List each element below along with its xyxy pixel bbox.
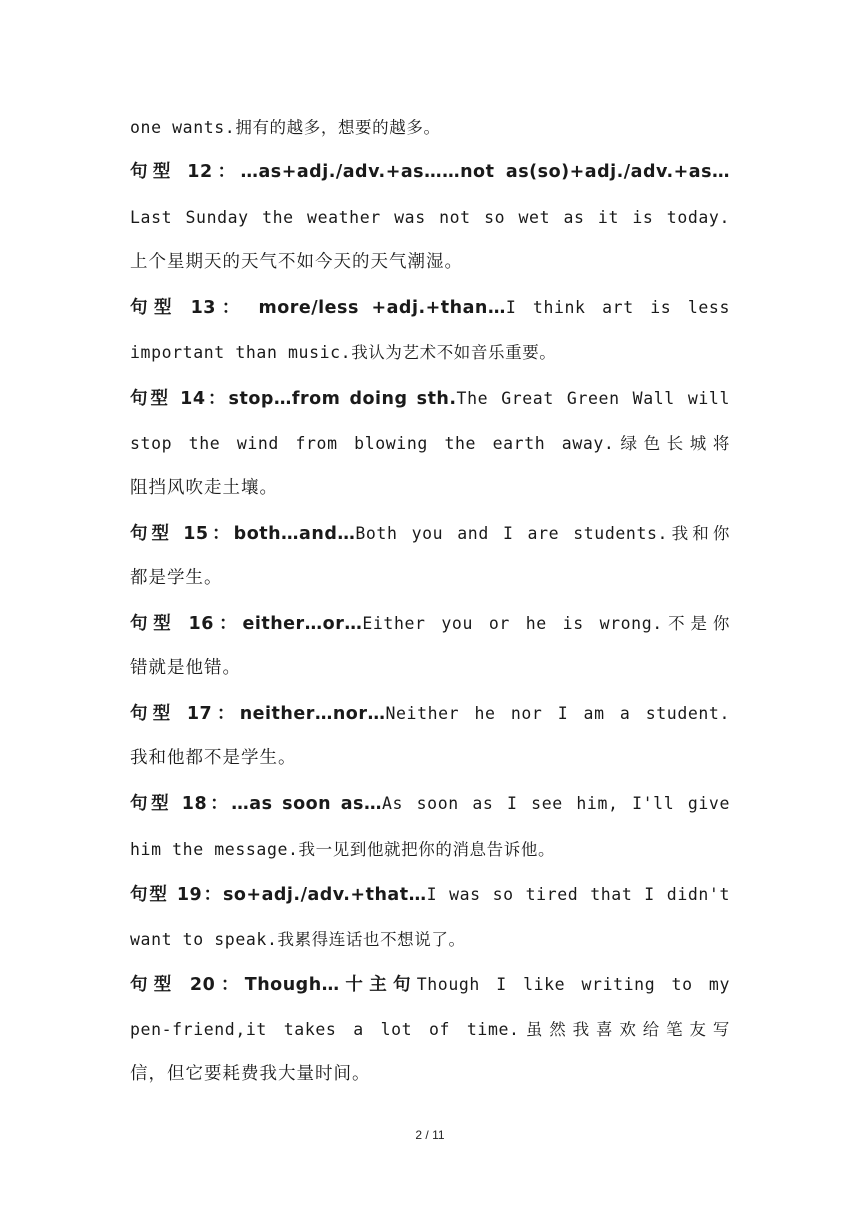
pattern-label: 句型 16：either…or… [130,614,363,635]
text-line [130,105,730,150]
sentence-text: important than music.我认为艺术不如音乐重要。 [130,343,557,363]
page-number: 2 / 11 [415,1128,445,1142]
pattern-heading [130,601,730,646]
sentence-text: 信，但它要耗费我大量时间。 [130,1063,371,1084]
pattern-heading [130,781,730,826]
pattern-label: 句型 19：so+adj./adv.+that… [130,884,427,905]
pattern-label: 句型 12：…as+adj./adv.+as……not as(so)+adj./adv.+as… [130,162,730,183]
pattern-heading [130,691,730,736]
sentence-text: I was so tired that I didn't [426,884,730,904]
text-line [130,466,730,511]
pattern-label: 句型 20：Though…十主句 [130,974,417,995]
sentence-text: want to speak.我累得连话也不想说了。 [130,929,466,949]
sentence-text: Though I like writing to my [416,974,730,994]
text-line [130,1007,730,1052]
sentence-text: stop the wind from blowing the earth away.绿色长城将 [130,433,730,453]
sentence-text: 都是学生。 [130,567,223,588]
text-line [130,827,730,872]
pattern-heading [130,376,730,421]
sentence-text: 阻挡风吹走土壤。 [130,477,278,498]
sentence-text: Both you and I are students.我和你 [355,523,730,543]
sentence-text: As soon as I see him, I'll give [381,794,730,814]
pattern-heading [130,872,730,917]
text-line [130,195,730,240]
pattern-heading [130,511,730,556]
pattern-label: 句型 18：…as soon as… [130,794,382,815]
document-body [130,105,730,1097]
sentence-text: The Great Green Wall will [456,388,730,408]
text-line [130,330,730,375]
text-line [130,646,730,691]
text-line [130,917,730,962]
sentence-text: Neither he nor I am a student. [385,704,730,724]
sentence-text: Either you or he is wrong.不是你 [362,614,730,634]
sentence-text: 错就是他错。 [130,658,241,679]
pattern-heading [130,150,730,195]
sentence-text: Last Sunday the weather was not so wet as it is today. [130,208,730,228]
text-line [130,421,730,466]
text-line [130,736,730,781]
text-line [130,556,730,601]
sentence-text: I think art is less [505,298,730,318]
sentence-text: 上个星期天的天气不如今天的天气潮湿。 [130,252,463,273]
pattern-label: 句型 17：neither…nor… [130,704,386,725]
sentence-text: pen-friend,it takes a lot of time.虽然我喜欢给笔友写 [130,1019,730,1039]
sentence-text: one wants.拥有的越多，想要的越多。 [130,118,441,137]
sentence-text: him the message.我一见到他就把你的消息告诉他。 [130,839,556,859]
pattern-label: 句型 15：both…and… [130,523,356,544]
pattern-heading [130,962,730,1007]
text-line [130,240,730,285]
pattern-heading [130,285,730,330]
pattern-label: 句型 14：stop…from doing sth. [130,388,457,409]
text-line [130,1052,730,1097]
sentence-text: 我和他都不是学生。 [130,748,297,769]
pattern-label: 句型 13： more/less +adj.+than… [130,298,506,319]
